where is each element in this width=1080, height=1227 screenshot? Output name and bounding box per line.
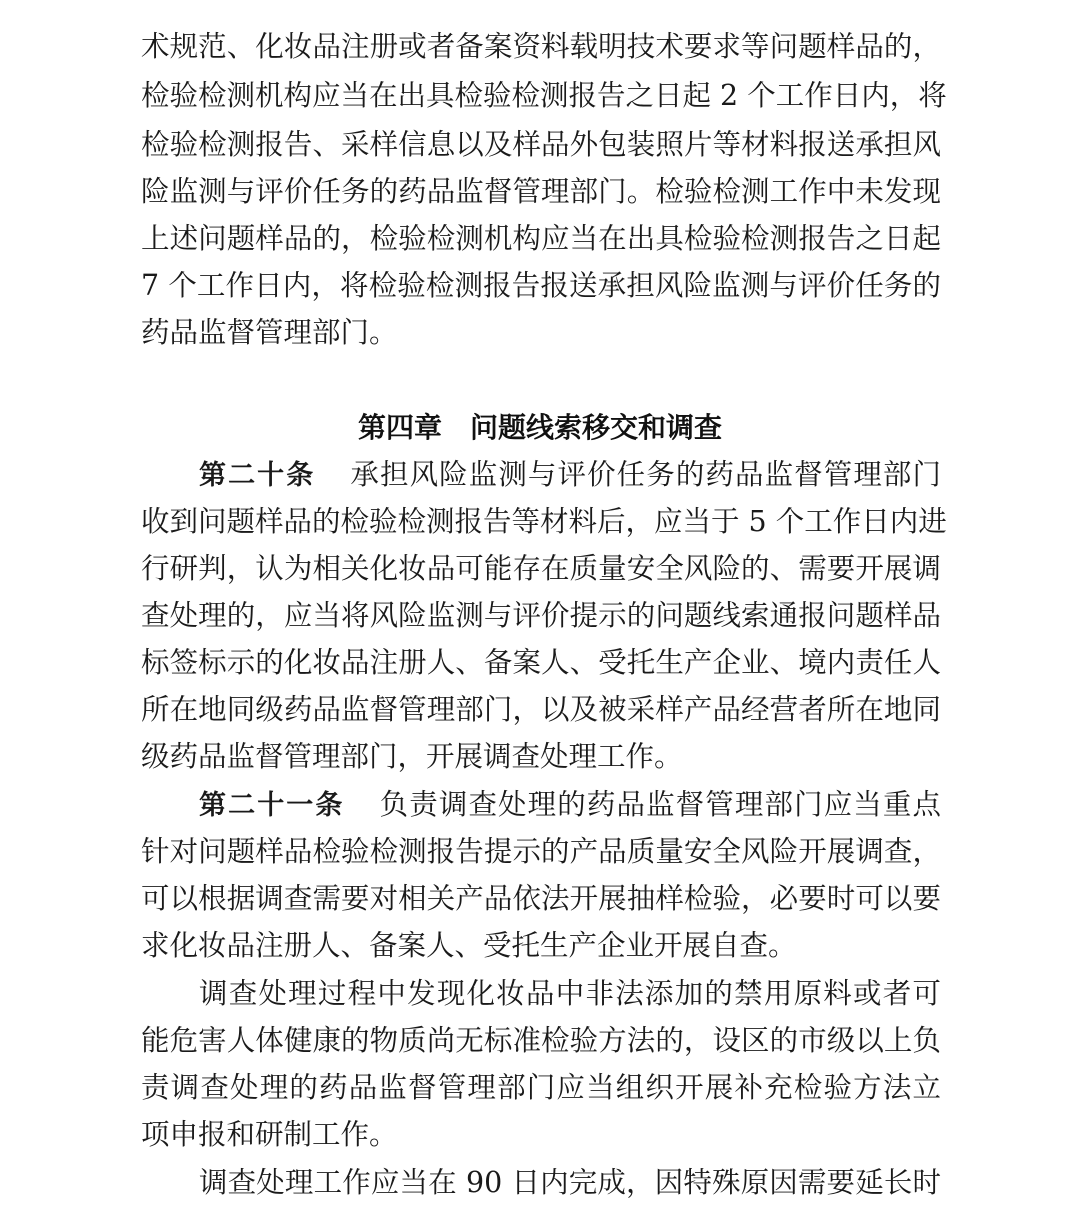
text-line: 所在地同级药品监督管理部门，以及被采样产品经营者所在地同 <box>141 693 941 726</box>
text-line: 险监测与评价任务的药品监督管理部门。检验检测工作中未发现 <box>141 175 941 208</box>
article-text: 承担风险监测与评价任务的药品监督管理部门 <box>349 458 941 491</box>
text-line: 检验检测报告、采样信息以及样品外包装照片等材料报送承担风 <box>141 128 941 161</box>
text-line: 检验检测机构应当在出具检验检测报告之日起 2 个工作日内，将 <box>141 79 947 112</box>
text-line: 求化妆品注册人、备案人、受托生产企业开展自查。 <box>141 929 797 962</box>
text-line: 查处理的，应当将风险监测与评价提示的问题线索通报问题样品 <box>141 599 941 632</box>
text-line: 行研判，认为相关化妆品可能存在质量安全风险的、需要开展调 <box>141 552 941 585</box>
article-first-line <box>199 785 941 825</box>
text-line: 调查处理工作应当在 90 日内完成，因特殊原因需要延长时 <box>199 1166 941 1199</box>
text-line: 责调查处理的药品监督管理部门应当组织开展补充检验方法立 <box>141 1071 941 1104</box>
text-line: 针对问题样品检验检测报告提示的产品质量安全风险开展调查， <box>141 835 941 868</box>
text-line: 项申报和研制工作。 <box>141 1118 398 1151</box>
chapter-heading: 第四章 问题线索移交和调查 <box>357 411 722 444</box>
text-line: 上述问题样品的，检验检测机构应当在出具检验检测报告之日起 <box>141 222 941 255</box>
text-line: 7 个工作日内，将检验检测报告报送承担风险监测与评价任务的 <box>141 269 941 302</box>
article-number: 第二十一条 <box>199 790 345 821</box>
text-line: 级药品监督管理部门，开展调查处理工作。 <box>141 740 683 773</box>
text-line: 能危害人体健康的物质尚无标准检验方法的，设区的市级以上负 <box>141 1024 941 1057</box>
text-line: 药品监督管理部门。 <box>141 316 398 349</box>
text-line: 收到问题样品的检验检测报告等材料后，应当于 5 个工作日内进 <box>141 505 947 538</box>
text-line: 可以根据调查需要对相关产品依法开展抽样检验，必要时可以要 <box>141 882 941 915</box>
text-line: 标签标示的化妆品注册人、备案人、受托生产企业、境内责任人 <box>141 646 941 679</box>
article-text: 负责调查处理的药品监督管理部门应当重点 <box>378 788 941 821</box>
article-first-line <box>199 455 941 495</box>
text-line: 调查处理过程中发现化妆品中非法添加的禁用原料或者可 <box>199 977 941 1010</box>
text-line: 术规范、化妆品注册或者备案资料载明技术要求等问题样品的， <box>141 30 941 63</box>
article-number: 第二十条 <box>199 460 316 491</box>
